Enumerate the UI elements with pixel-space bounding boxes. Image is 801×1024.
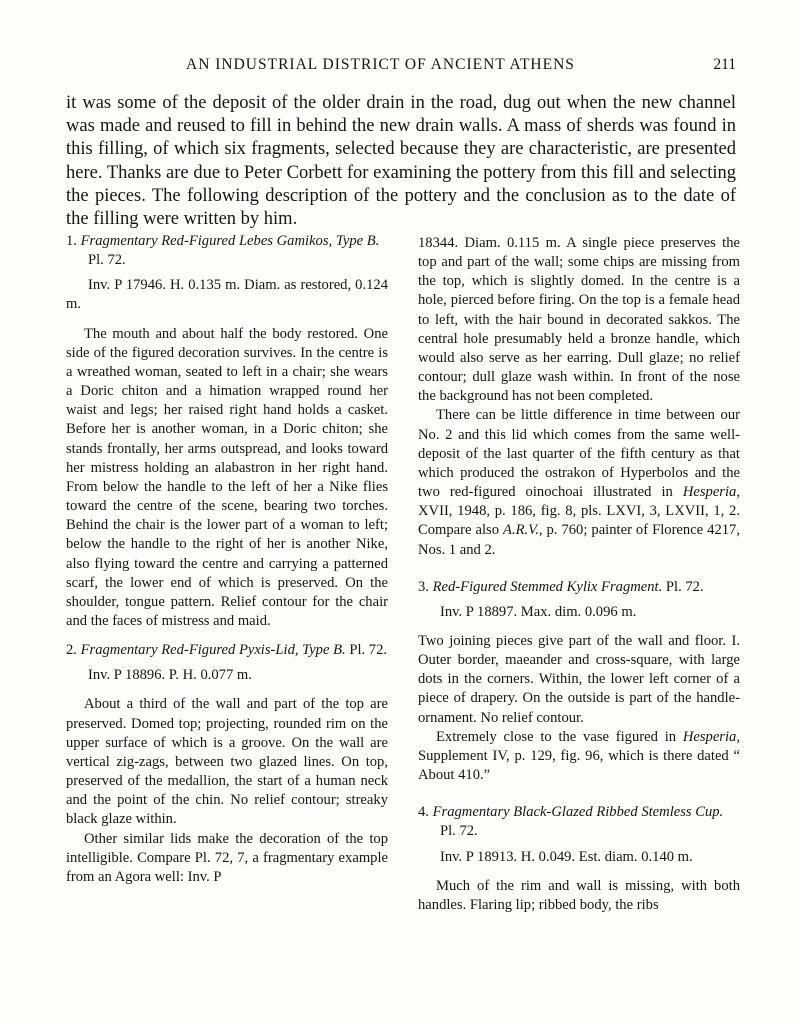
entry-number: 1. <box>66 233 77 249</box>
description-paragraph: The mouth and about half the body restored. One side of the figured decoration survives. In the centre is a wreathed woman, seated to left in a chair; she wears a Doric chiton and a himation wrapped round her waist and legs; her raised right hand holds a casket. Before her is another woman, in a Doric chiton; she stands frontally, her arms outspread, and looks toward her mistress holding an alabastron in her right hand. From below the handle to the left of her a Nike flies toward the centre of the scene, bearing two torches. Behind the chair is the lower part of a woman to left; below the handle to the right of her is another Nike, also flying toward the centre and carrying a patterned scarf, the lower end of which is preserved. On the shoulder, tongue pattern. Relief contour for the chair and the faces of mistress and maid. <box>66 325 388 629</box>
plate-reference: Pl. 72. <box>88 252 126 269</box>
intro-text: it was some of the deposit of the older drain in the road, dug out when the new channel was made and reused to fill in behind the new drain walls. A mass of sherds was found in this filling, of which six fragments, selected because they are characteristic, are presented here. Thanks are due to Peter Corbett for examining the pottery from this fill and selecting the pieces. The following description of the pottery and the conclusion as to the date of the filling were written by him. <box>66 93 736 230</box>
right-column <box>418 234 740 915</box>
continued-paragraph: 18344. Diam. 0.115 m. A single piece preserves the top and part of the wall; some chips are missing from the top, which is slightly domed. In the centre is a hole, pierced before firing. On the top is a female head to left, with the hair bound in decorated sakkos. The central hole presumably held a bronze handle, which would also serve as her earring. Dull glaze; no relief contour; dull glaze wash within. In front of the nose the background has not been completed. <box>418 235 740 405</box>
entry-title-text: Fragmentary Red-Figured Pyxis-Lid, Type B. <box>80 642 346 659</box>
plate-reference: Pl. 72. <box>440 823 478 840</box>
entry-number: 2. <box>66 642 77 659</box>
inventory-line: Inv. P 17946. H. 0.135 m. Diam. as restored, 0.124 m. <box>66 277 388 313</box>
intro-paragraph <box>66 92 736 231</box>
comparison-paragraph: There can be little difference in time between our No. 2 and this lid which comes from the same well-deposit of the last quarter of the fifth century as that which produced the ostrakon of Hyperbolos and the two red-figured oinochoai illustrated in Hesperia, XVII, 1948, p. 186, fig. 8, pls. LXVI, 3, LXVII, 1, 2. Compare also A.R.V., p. 760; painter of Florence 4217, Nos. 1 and 2. <box>418 407 740 558</box>
journal-title: Hesperia <box>682 728 737 745</box>
entry-title-text: Red-Figured Stemmed Kylix Fragment. <box>432 578 663 595</box>
comparison-paragraph: Extremely close to the vase figured in Hesperia, Supplement IV, p. 129, fig. 96, which is there dated “ About 410.” <box>418 728 740 784</box>
entry-title-text: Fragmentary Black-Glazed Ribbed Stemless Cup. <box>432 804 724 821</box>
plate-reference: Pl. 72. <box>349 642 388 659</box>
inventory-line: Inv. P 18913. H. 0.049. Est. diam. 0.140 m. <box>440 848 693 865</box>
catalogue-entry-title <box>418 803 740 841</box>
left-column <box>66 232 388 887</box>
plate-reference: Pl. 72. <box>665 578 704 595</box>
entry-number: 4. <box>418 804 429 821</box>
running-header <box>66 56 736 78</box>
description-paragraph: Two joining pieces give part of the wall and floor. I. Outer border, maeander and cross-square, with large dots in the corners. Within, the lower left corner of a piece of drapery. On the outside is part of the handle-ornament. No relief contour. <box>418 632 740 726</box>
journal-title: Hesperia <box>682 484 737 501</box>
entry-number: 3. <box>418 578 429 595</box>
page-number: 211 <box>713 56 736 73</box>
description-paragraph: Much of the rim and wall is missing, with both handles. Flaring lip; ribbed body, the ribs <box>418 877 740 913</box>
description-paragraph: Other similar lids make the decoration of the top intelligible. Compare Pl. 72, 7, a fragmentary example from an Agora well: Inv. P <box>66 830 388 885</box>
catalogue-entry-title <box>66 232 388 270</box>
catalogue-entry-title <box>66 641 388 660</box>
inventory-line: Inv. P 18897. Max. dim. 0.096 m. <box>440 603 637 620</box>
catalogue-entry-title <box>418 578 740 597</box>
description-paragraph: About a third of the wall and part of the top are preserved. Domed top; projecting, rounded rim on the upper surface of which is a groove. On the wall are vertical zig-zags, between two glazed lines. On top, preserved of the medallion, the start of a human neck and the point of the chin. No relief contour; streaky black glaze within. <box>66 696 388 828</box>
reference-title: A.R.V. <box>503 522 539 539</box>
inventory-line: Inv. P 18896. P. H. 0.077 m. <box>88 667 252 684</box>
entry-title-text: Fragmentary Red-Figured Lebes Gamikos, Type B. <box>80 233 380 249</box>
running-title: AN INDUSTRIAL DISTRICT OF ANCIENT ATHENS <box>186 56 575 73</box>
